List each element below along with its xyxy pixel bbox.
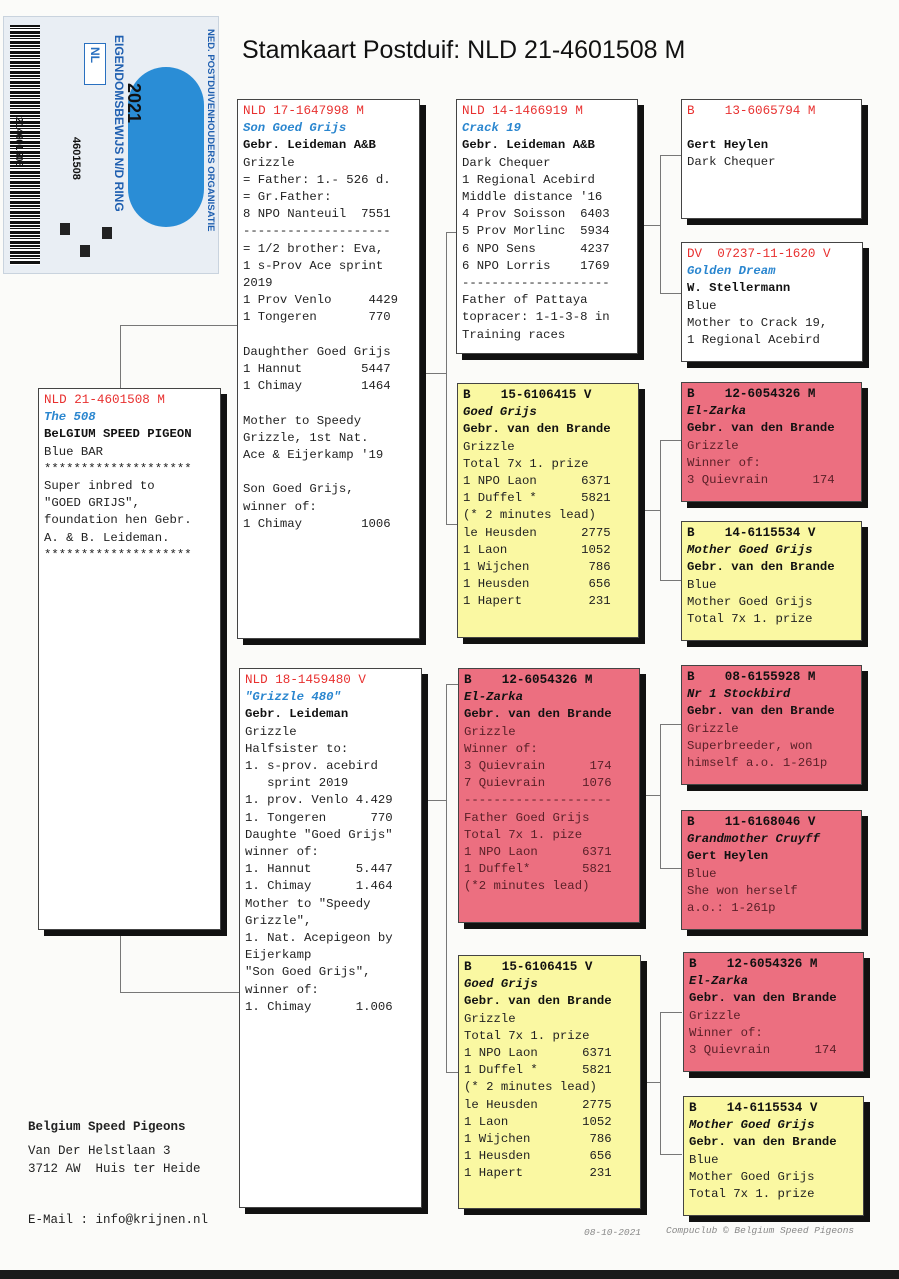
detail-line: 1. Chimay 1.006: [245, 999, 393, 1014]
detail-line: Dark Chequer: [687, 155, 776, 170]
detail-line: topracer: 1-1-3-8 in: [462, 310, 610, 325]
detail-line: Winner of:: [687, 455, 761, 470]
ring-ownership-card: [3, 16, 219, 274]
address-line-2: 3712 AW Huis ter Heide: [28, 1162, 201, 1176]
connector-line: [120, 992, 240, 993]
connector-line: [638, 795, 660, 796]
connector-line: [660, 724, 682, 725]
detail-line: Total 7x 1. prize: [463, 456, 589, 471]
detail-line: 4 Prov Soisson 6403: [462, 207, 610, 222]
detail-line: [243, 464, 414, 481]
ring-number: NLD 21-4601508 M: [44, 393, 165, 407]
detail-line: "GOED GRIJS",: [44, 496, 140, 511]
org-name: NED. POSTDUIVENHOUDERS ORGANISATIE: [205, 29, 216, 232]
detail-line: Daughte "Goed Grijs": [245, 827, 393, 842]
detail-line: Ace & Eijerkamp '19: [243, 448, 384, 463]
detail-line: 3 Quievrain 174: [687, 473, 835, 488]
owner-name: Gebr. van den Brande: [464, 707, 612, 722]
ring-number: B 14-6115534 V: [687, 526, 816, 540]
detail-lines: [44, 444, 215, 564]
detail-line: Mother Goed Grijs: [689, 1169, 815, 1184]
page-title: Stamkaart Postduif: NLD 21-4601508 M: [242, 36, 686, 64]
dam-card: [239, 668, 422, 1208]
detail-line: 1 Heusden 656: [464, 1149, 612, 1164]
detail-line: 1 Chimay 1464: [243, 379, 391, 394]
ring-number: B 13-6065794 M: [687, 104, 816, 118]
detail-line: (* 2 minutes lead): [464, 1080, 597, 1095]
detail-line: le Heusden 2775: [463, 525, 611, 540]
connector-line: [660, 293, 682, 294]
detail-line: Blue: [687, 298, 717, 313]
detail-line: Blue: [687, 577, 717, 592]
owner-name: Gebr. Leideman A&B: [243, 138, 376, 153]
detail-line: 1 Wijchen 786: [464, 1132, 612, 1147]
ring-number: DV 07237-11-1620 V: [687, 247, 831, 261]
detail-line: Grizzle: [687, 721, 739, 736]
detail-line: Total 7x 1. pize: [464, 827, 583, 842]
detail-line: = 1/2 brother: Eva,: [243, 241, 384, 256]
ring-number: B 14-6115534 V: [689, 1101, 818, 1115]
detail-line: 8 NPO Nanteuil 7551: [243, 207, 391, 222]
connector-line: [660, 155, 661, 293]
ring-number: B 15-6106415 V: [464, 960, 593, 974]
qr-icon: [60, 223, 70, 235]
connector-line: [660, 440, 661, 580]
subject-card: [38, 388, 221, 930]
pigeon-name: [687, 120, 856, 137]
connector-line: [420, 373, 446, 374]
detail-line: 1 Tongeren 770: [243, 310, 391, 325]
owner-name: W. Stellermann: [687, 281, 791, 296]
detail-line: Grizzle",: [245, 913, 312, 928]
detail-line: 7 Quievrain 1076: [464, 776, 612, 791]
detail-line: Grizzle: [464, 724, 516, 739]
detail-line: ********************: [44, 461, 192, 476]
detail-line: Total 7x 1. prize: [464, 1028, 590, 1043]
pigeon-name: El-Zarka: [464, 690, 524, 705]
detail-line: 5 Prov Morlinc 5934: [462, 224, 610, 239]
pigeon-name: Crack 19: [462, 121, 522, 136]
detail-line: 1 Hannut 5447: [243, 362, 391, 377]
connector-line: [660, 155, 682, 156]
print-date: 08-10-2021: [584, 1227, 642, 1238]
detail-line: Halfsister to:: [245, 741, 349, 756]
email-address: E-Mail : info@krijnen.nl: [28, 1213, 209, 1227]
detail-line: 3 Quievrain 174: [689, 1043, 837, 1058]
detail-line: 1. prov. Venlo 4.429: [245, 793, 393, 808]
detail-line: 1 Duffel* 5821: [464, 862, 612, 877]
connector-line: [660, 1012, 682, 1013]
connector-line: [660, 440, 682, 441]
pigeon-name: Goed Grijs: [464, 977, 538, 992]
ring-year: 2021: [124, 83, 144, 124]
connector-line: [660, 1012, 661, 1154]
detail-line: A. & B. Leideman.: [44, 530, 170, 545]
owner-name: Gebr. van den Brande: [464, 994, 612, 1009]
detail-line: Son Goed Grijs,: [243, 482, 354, 497]
detail-line: Winner of:: [689, 1025, 763, 1040]
detail-line: (*2 minutes lead): [464, 879, 590, 894]
connector-line: [120, 325, 121, 390]
detail-line: Grizzle, 1st Nat.: [243, 430, 369, 445]
owner-name: Gert Heylen: [687, 138, 769, 153]
detail-line: ********************: [44, 547, 192, 562]
pigeon-name: Son Goed Grijs: [243, 121, 347, 136]
owner-name: Gert Heylen: [687, 849, 769, 864]
detail-line: --------------------: [464, 793, 612, 808]
detail-line: Father Goed Grijs: [464, 810, 590, 825]
sire-card: [237, 99, 420, 639]
pigeon-name: El-Zarka: [687, 404, 747, 419]
detail-line: himself a.o. 1-261p: [687, 756, 828, 771]
detail-line: 1 Duffel * 5821: [464, 1063, 612, 1078]
detail-line: Total 7x 1. prize: [687, 612, 813, 627]
detail-lines: [687, 721, 856, 773]
pigeon-name: Nr 1 Stockbird: [687, 687, 791, 702]
company-name: Belgium Speed Pigeons: [28, 1120, 186, 1134]
owner-name: Gebr. van den Brande: [687, 560, 835, 575]
detail-line: winner of:: [245, 982, 319, 997]
detail-line: "Son Goed Grijs",: [245, 965, 371, 980]
ring-number: B 12-6054326 M: [689, 957, 818, 971]
detail-line: 1 NPO Laon 6371: [463, 474, 611, 489]
detail-line: Super inbred to: [44, 479, 155, 494]
detail-line: Eijerkamp: [245, 948, 312, 963]
pigeon-name: Mother Goed Grijs: [689, 1118, 815, 1133]
detail-line: 1 Laon 1052: [464, 1114, 612, 1129]
owner-name: BeLGIUM SPEED PIGEON: [44, 427, 192, 442]
pigeon-name: El-Zarka: [689, 974, 749, 989]
detail-line: She won herself: [687, 883, 798, 898]
connector-line: [660, 724, 661, 868]
detail-line: 1 Hapert 231: [464, 1166, 612, 1181]
detail-lines: [464, 1011, 635, 1183]
detail-lines: [462, 155, 632, 344]
connector-line: [660, 868, 682, 869]
connector-line: [420, 800, 446, 801]
detail-line: 1 Hapert 231: [463, 594, 611, 609]
detail-line: 1 Regional Acebird: [687, 333, 820, 348]
detail-line: Grizzle: [687, 438, 739, 453]
dam-dam-card: [458, 955, 641, 1209]
ring-number: B 15-6106415 V: [463, 388, 592, 402]
dam-sire-sire-card: [681, 665, 862, 785]
connector-line: [120, 325, 238, 326]
detail-line: winner of:: [245, 845, 319, 860]
owner-name: Gebr. van den Brande: [687, 421, 835, 436]
detail-lines: [689, 1152, 858, 1204]
detail-lines: [463, 439, 633, 611]
detail-line: Mother Goed Grijs: [687, 594, 813, 609]
connector-line: [446, 684, 447, 1072]
detail-line: 1 Regional Acebird: [462, 172, 595, 187]
detail-line: 1 Chimay 1006: [243, 516, 391, 531]
detail-line: [243, 395, 414, 412]
sire-sire-dam-card: [681, 242, 863, 362]
sire-sire-card: [456, 99, 638, 354]
ring-number: B 12-6054326 M: [687, 387, 816, 401]
detail-lines: [687, 154, 856, 171]
connector-line: [660, 1154, 682, 1155]
address-line-1: Van Der Helstlaan 3: [28, 1144, 171, 1158]
detail-line: 1. Tongeren 770: [245, 810, 393, 825]
detail-line: a.o.: 1-261p: [687, 901, 776, 916]
detail-line: Grizzle: [464, 1011, 516, 1026]
detail-lines: [245, 724, 416, 1016]
dam-sire-card: [458, 668, 640, 923]
detail-line: Training races: [462, 327, 566, 342]
connector-line: [640, 1082, 660, 1083]
ring-number: NLD 14-1466919 M: [462, 104, 583, 118]
owner-name: Gebr. van den Brande: [689, 1135, 837, 1150]
detail-line: 1 Wijchen 786: [463, 560, 611, 575]
detail-lines: [687, 866, 856, 918]
detail-line: Winner of:: [464, 741, 538, 756]
detail-line: Grizzle: [463, 439, 515, 454]
detail-line: 1 Duffel * 5821: [463, 491, 611, 506]
software-credit: Compuclub © Belgium Speed Pigeons: [666, 1225, 855, 1236]
detail-line: winner of:: [243, 499, 317, 514]
detail-line: 1 NPO Laon 6371: [464, 845, 612, 860]
detail-line: 1. Nat. Acepigeon by: [245, 931, 393, 946]
qr-icon: [102, 227, 112, 239]
detail-lines: [464, 724, 634, 896]
ring-number: B 08-6155928 M: [687, 670, 816, 684]
ring-number: NLD 18-1459480 V: [245, 673, 366, 687]
detail-line: Blue: [687, 866, 717, 881]
detail-lines: [689, 1008, 858, 1060]
pigeon-name: The 508: [44, 410, 96, 425]
detail-line: Daughther Goed Grijs: [243, 344, 391, 359]
detail-lines: [243, 155, 414, 533]
ring-number: B 11-6168046 V: [687, 815, 816, 829]
detail-line: = Father: 1.- 526 d.: [243, 172, 391, 187]
country-code: NL: [88, 47, 102, 63]
detail-lines: [687, 577, 856, 629]
barcode-number: 214601508: [13, 117, 24, 168]
pigeon-name: Grandmother Cruyff: [687, 832, 820, 847]
dam-sire-dam-card: [681, 810, 862, 930]
qr-icon: [80, 245, 90, 257]
detail-line: Blue: [689, 1152, 719, 1167]
owner-name: Gebr. van den Brande: [689, 991, 837, 1006]
connector-line: [638, 510, 660, 511]
ring-label: EIGENDOMSBEWIJS N/D RING: [112, 35, 126, 212]
sire-dam-dam-card: [681, 521, 862, 641]
detail-line: 1 s-Prov Ace sprint: [243, 258, 384, 273]
detail-line: Grizzle: [245, 724, 297, 739]
pigeon-name: Golden Dream: [687, 264, 776, 279]
detail-line: Mother to Speedy: [243, 413, 362, 428]
detail-line: 1 Prov Venlo 4429: [243, 293, 398, 308]
detail-line: 2019: [243, 276, 273, 291]
detail-line: 3 Quievrain 174: [464, 759, 612, 774]
dam-dam-sire-card: [683, 952, 864, 1072]
detail-line: 1. Chimay 1.464: [245, 879, 393, 894]
detail-line: le Heusden 2775: [464, 1097, 612, 1112]
sire-dam-sire-card: [681, 382, 862, 502]
detail-line: 1 Heusden 656: [463, 577, 611, 592]
detail-line: Superbreeder, won: [687, 738, 813, 753]
detail-lines: [687, 438, 856, 490]
ring-number: B 12-6054326 M: [464, 673, 593, 687]
ring-number: NLD 17-1647998 M: [243, 104, 364, 118]
detail-line: Mother to Crack 19,: [687, 315, 828, 330]
detail-line: Father of Pattaya: [462, 293, 588, 308]
sire-sire-sire-card: [681, 99, 862, 219]
pigeon-name: Mother Goed Grijs: [687, 543, 813, 558]
owner-name: Gebr. Leideman A&B: [462, 138, 595, 153]
connector-line: [660, 580, 682, 581]
detail-line: 6 NPO Lorris 1769: [462, 258, 610, 273]
detail-line: [243, 327, 414, 344]
owner-name: Gebr. Leideman: [245, 707, 349, 722]
detail-line: 1. Hannut 5.447: [245, 862, 393, 877]
ring-number: 4601508: [70, 137, 82, 180]
detail-line: 1 NPO Laon 6371: [464, 1046, 612, 1061]
connector-line: [120, 930, 121, 992]
pigeon-name: Goed Grijs: [463, 405, 537, 420]
owner-name: Gebr. van den Brande: [463, 422, 611, 437]
detail-line: --------------------: [462, 276, 610, 291]
detail-line: foundation hen Gebr.: [44, 513, 192, 528]
pigeon-name: "Grizzle 480": [245, 690, 341, 705]
detail-line: 1 Laon 1052: [463, 542, 611, 557]
detail-line: Dark Chequer: [462, 155, 551, 170]
dam-dam-dam-card: [683, 1096, 864, 1216]
detail-line: sprint 2019: [245, 776, 349, 791]
detail-line: --------------------: [243, 224, 391, 239]
detail-line: (* 2 minutes lead): [463, 508, 596, 523]
detail-line: Total 7x 1. prize: [689, 1187, 815, 1202]
connector-line: [446, 232, 447, 524]
detail-lines: [687, 298, 857, 350]
connector-line: [638, 225, 660, 226]
detail-line: Grizzle: [689, 1008, 741, 1023]
detail-line: 6 NPO Sens 4237: [462, 241, 610, 256]
owner-name: Gebr. van den Brande: [687, 704, 835, 719]
detail-line: Grizzle: [243, 155, 295, 170]
detail-line: Blue BAR: [44, 444, 104, 459]
sire-dam-card: [457, 383, 639, 638]
detail-line: = Gr.Father:: [243, 190, 332, 205]
detail-line: 1. s-prov. acebird: [245, 759, 378, 774]
detail-line: Middle distance '16: [462, 190, 603, 205]
connector-line: [446, 684, 458, 685]
detail-line: Mother to "Speedy: [245, 896, 371, 911]
